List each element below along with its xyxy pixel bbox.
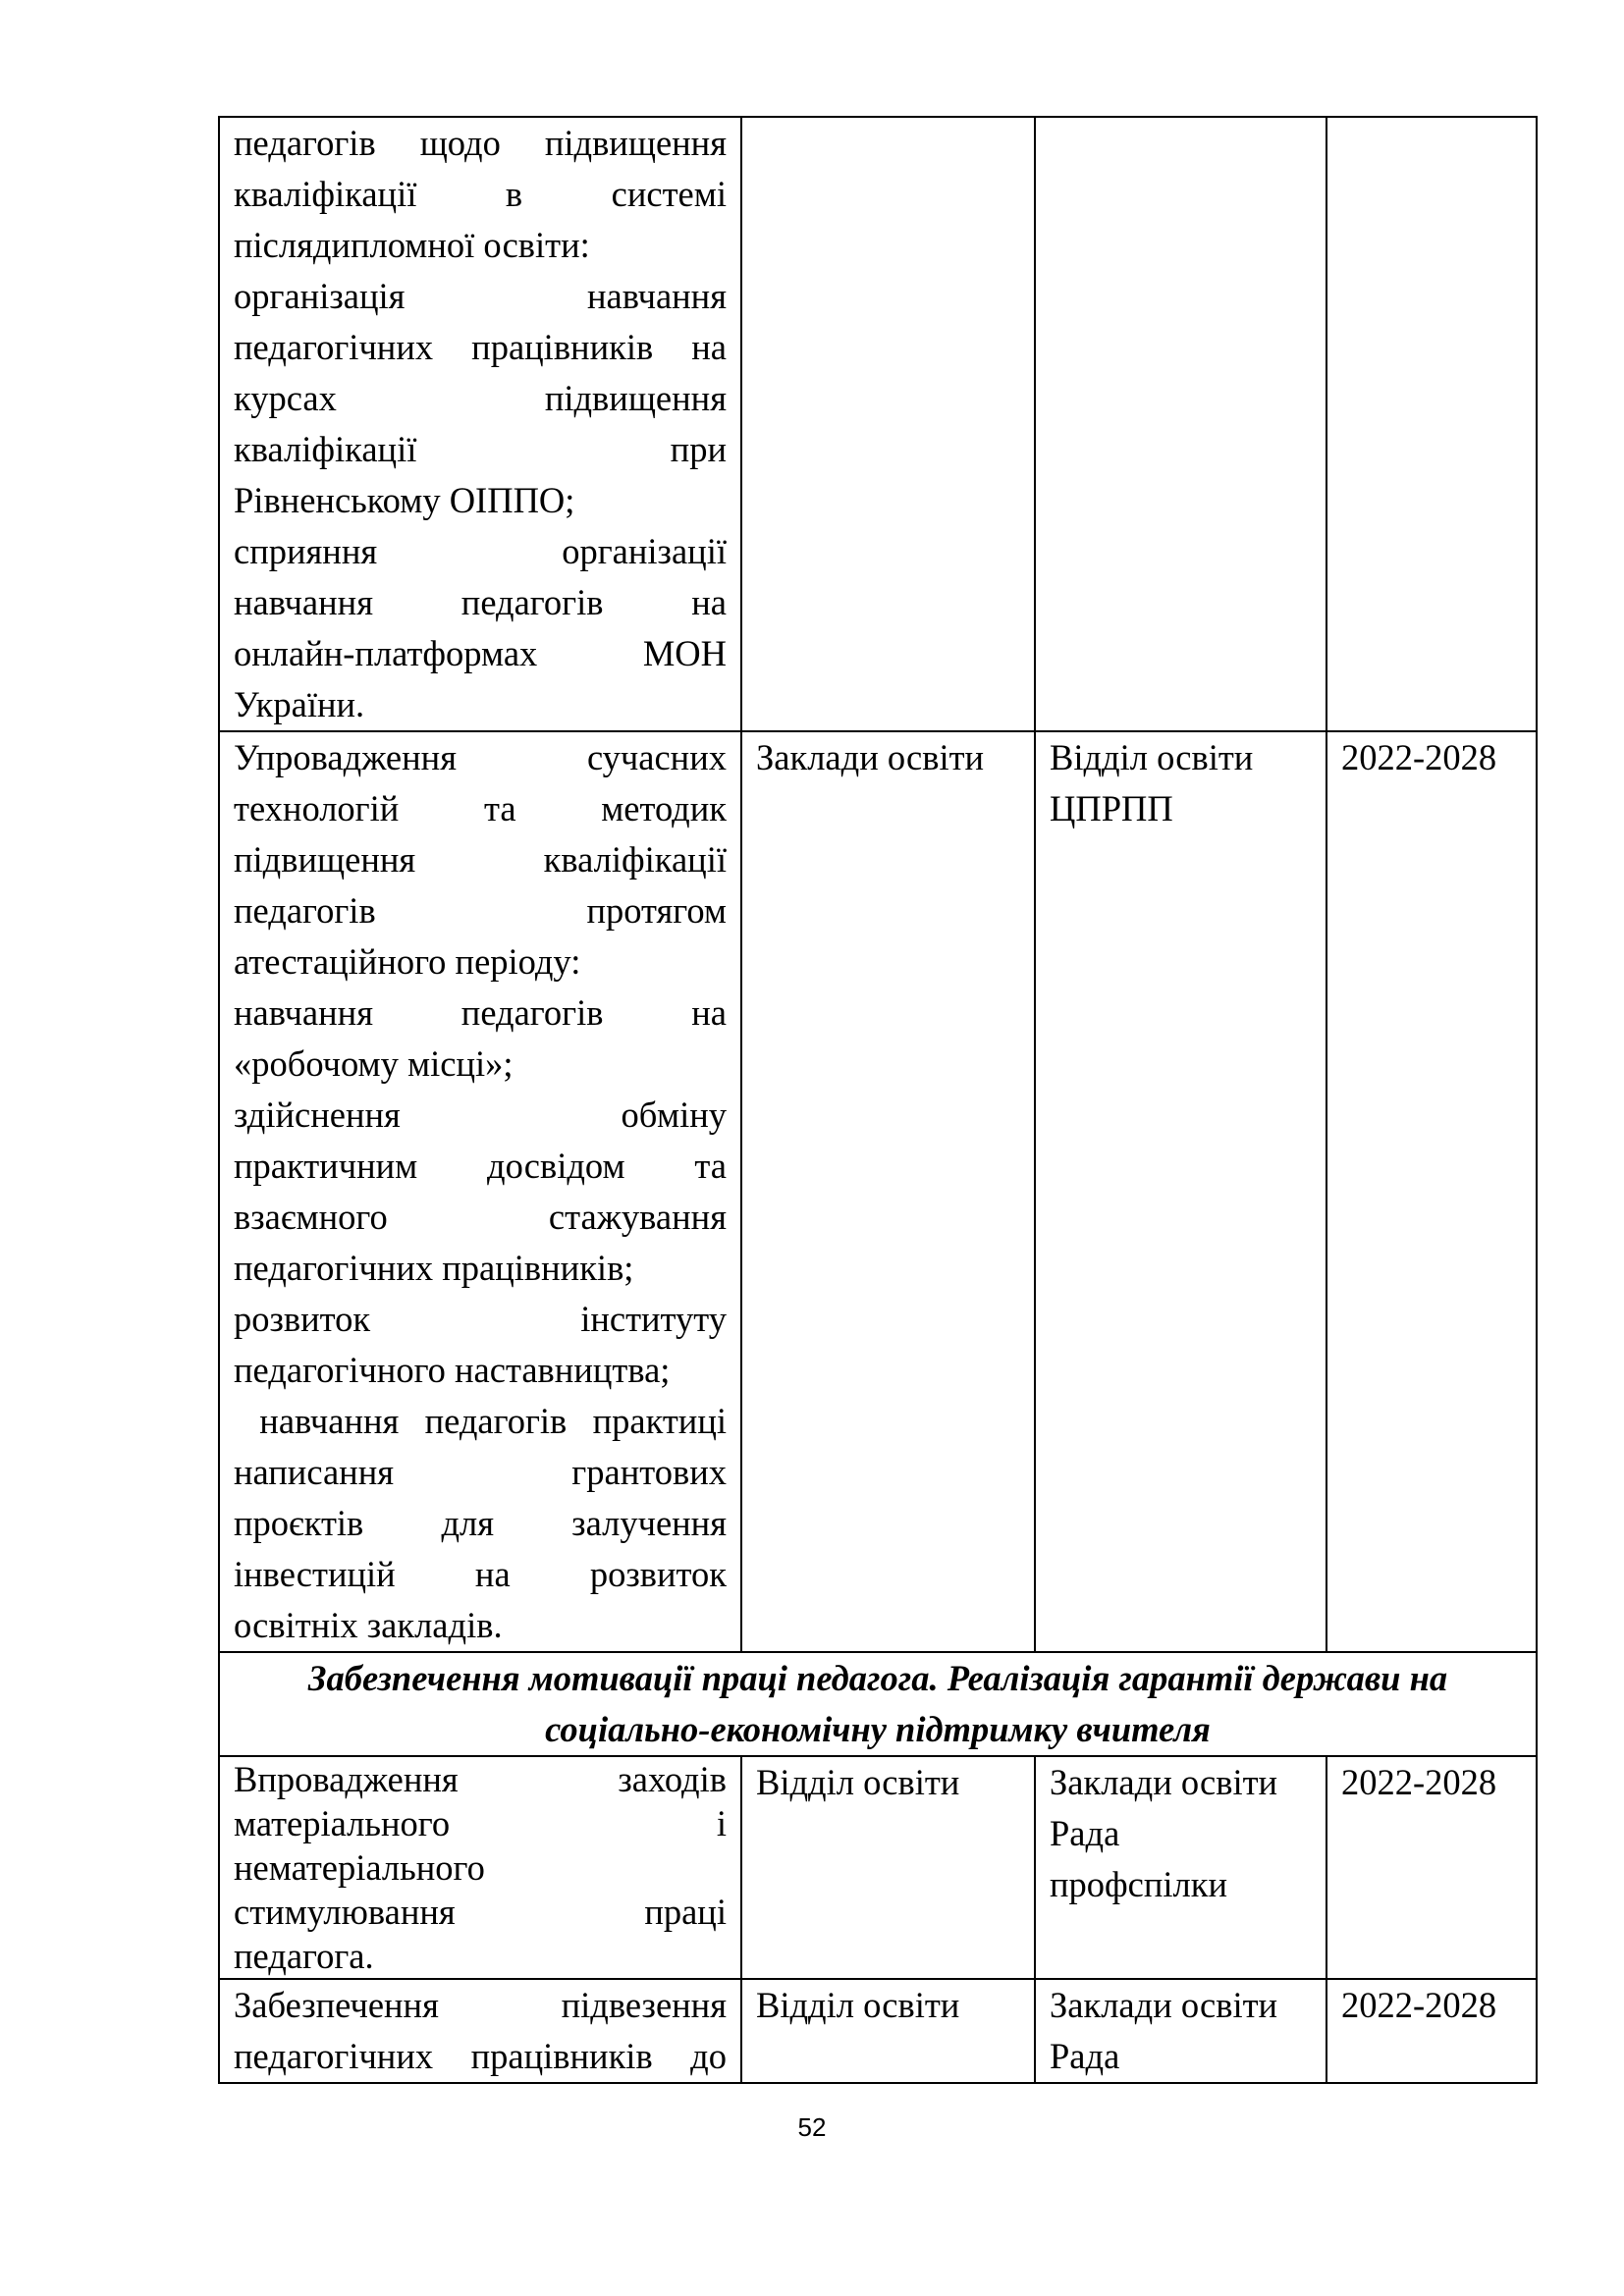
activity-line: навчання педагогів на xyxy=(234,582,727,622)
section-heading-line: Забезпечення мотивації праці педагога. Реалізація гарантії держави на xyxy=(307,1658,1448,1698)
partner-line: Заклади освіти xyxy=(1050,1762,1278,1802)
plan-table xyxy=(218,116,1538,2084)
responsible-cell xyxy=(741,1756,1035,1979)
responsible-cell xyxy=(741,1979,1035,2083)
activity-line: організація навчання xyxy=(234,276,727,316)
table-row xyxy=(219,1756,1537,1979)
activity-line: практичним досвідом та xyxy=(234,1146,727,1186)
activity-line: навчання педагогів практиці xyxy=(234,1401,727,1441)
activity-line: Рівненському ОІППО; xyxy=(234,480,575,520)
activity-line: сприяння організації xyxy=(234,531,727,571)
responsible-cell xyxy=(741,117,1035,731)
term-cell xyxy=(1326,1756,1537,1979)
activity-line: педагогів протягом xyxy=(234,890,727,931)
section-heading xyxy=(219,1652,1537,1756)
responsible-text: Заклади освіти xyxy=(756,737,985,777)
activity-line: Впровадження заходів xyxy=(234,1759,727,1799)
activity-line: педагогічного наставництва; xyxy=(234,1350,671,1390)
activity-line: кваліфікації при xyxy=(234,429,727,469)
activity-line: педагогічних працівників; xyxy=(234,1248,634,1288)
activity-line: взаємного стажування xyxy=(234,1197,727,1237)
activity-line: «робочому місці»; xyxy=(234,1043,514,1084)
partners-cell xyxy=(1035,1756,1326,1979)
activity-line: підвищення кваліфікації xyxy=(234,839,727,880)
responsible-text: Відділ освіти xyxy=(756,1985,960,2025)
partners-cell xyxy=(1035,731,1326,1652)
activity-line: технологій та методик xyxy=(234,788,727,828)
section-heading-line: соціально-економічну підтримку вчителя xyxy=(545,1709,1211,1749)
activity-line: Забезпечення підвезення xyxy=(234,1985,727,2025)
activity-line: атестаційного періоду: xyxy=(234,941,581,982)
activity-line: курсах підвищення xyxy=(234,378,727,418)
partner-line: Рада xyxy=(1050,2036,1120,2076)
activity-line: України. xyxy=(234,684,365,724)
page-number: 52 xyxy=(797,2112,827,2142)
activity-line: педагогів щодо підвищення xyxy=(234,123,727,163)
activity-line: педагогічних працівників на xyxy=(234,327,727,367)
responsible-text: Відділ освіти xyxy=(756,1762,960,1802)
activity-cell xyxy=(219,731,741,1652)
partner-line: ЦПРПП xyxy=(1050,788,1173,828)
activity-line: нематеріального xyxy=(234,1847,485,1888)
term-cell xyxy=(1326,731,1537,1652)
table-row xyxy=(219,117,1537,731)
activity-line: здійснення обміну xyxy=(234,1095,727,1135)
partner-line: Рада xyxy=(1050,1813,1120,1853)
activity-line: освітніх закладів. xyxy=(234,1605,503,1645)
activity-cell xyxy=(219,117,741,731)
partners-cell xyxy=(1035,1979,1326,2083)
table-row xyxy=(219,1979,1537,2083)
responsible-cell xyxy=(741,731,1035,1652)
activity-line: педагога. xyxy=(234,1936,374,1976)
term-text: 2022-2028 xyxy=(1341,1985,1497,2025)
activity-line: написання грантових xyxy=(234,1452,727,1492)
partner-line: профспілки xyxy=(1050,1864,1228,1904)
term-text: 2022-2028 xyxy=(1341,737,1497,777)
activity-line: Упровадження сучасних xyxy=(234,737,727,777)
term-text: 2022-2028 xyxy=(1341,1762,1497,1802)
activity-line: проєктів для залучення xyxy=(234,1503,727,1543)
activity-line: кваліфікації в системі xyxy=(234,174,727,214)
partner-line: Відділ освіти xyxy=(1050,737,1254,777)
partner-line: Заклади освіти xyxy=(1050,1985,1278,2025)
activity-line: педагогічних працівників до xyxy=(234,2036,727,2076)
activity-line: розвиток інституту xyxy=(234,1299,727,1339)
activity-line: післядипломної освіти: xyxy=(234,225,590,265)
section-heading-row xyxy=(219,1652,1537,1756)
activity-line: навчання педагогів на xyxy=(234,992,727,1033)
activity-line: матеріального і xyxy=(234,1803,727,1843)
term-cell xyxy=(1326,117,1537,731)
activity-cell xyxy=(219,1756,741,1979)
activity-line: онлайн-платформах МОН xyxy=(234,633,727,673)
activity-line: інвестицій на розвиток xyxy=(234,1554,727,1594)
activity-line: стимулювання праці xyxy=(234,1892,727,1932)
term-cell xyxy=(1326,1979,1537,2083)
table-row xyxy=(219,731,1537,1652)
activity-cell xyxy=(219,1979,741,2083)
partners-cell xyxy=(1035,117,1326,731)
